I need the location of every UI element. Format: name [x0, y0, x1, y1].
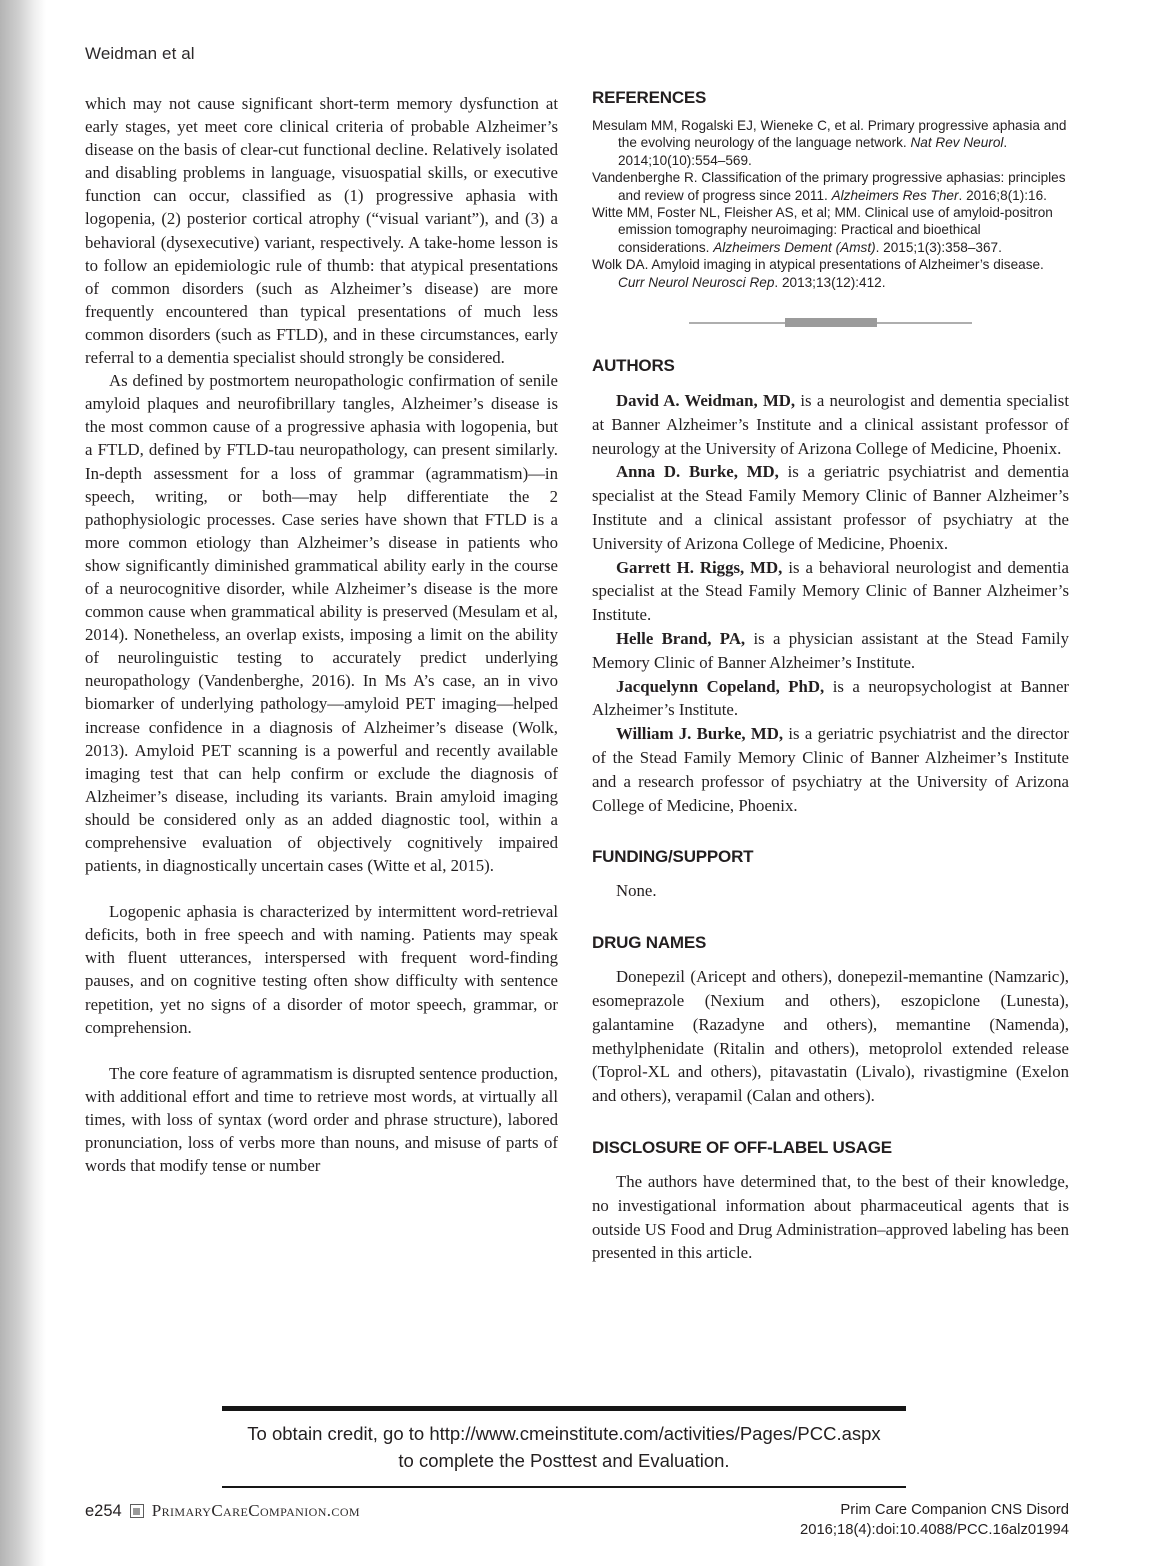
reference-item: Wolk DA. Amyloid imaging in atypical presentations of Alzheimer’s disease. Curr Neurol Neurosci Rep. 2013;13(12):412. — [592, 257, 1044, 290]
funding-heading: FUNDING/SUPPORT — [592, 847, 754, 867]
journal-citation — [800, 1501, 1069, 1540]
author-name: David A. Weidman, MD, — [616, 391, 796, 411]
disclosure-section — [592, 1138, 1069, 1265]
authors-section — [592, 356, 1069, 817]
drug-names-text: Donepezil (Aricept and others), donepezil-memantine (Namzaric), esomeprazole (Nexium and others), eszopiclone (Lunesta), galantamine (Razadyne and others), memantine (Namenda), methylphenidate (Ritalin and others), metoprolol extended release (Toprol-XL and others), pitavastatin (Livalo), rivastigmine (Exelon and others), verapamil (Calan and others). — [592, 967, 1069, 1106]
disclosure-heading: DISCLOSURE OF OFF-LABEL USAGE — [592, 1137, 892, 1157]
funding-text: None. — [616, 881, 657, 901]
reference-item: Mesulam MM, Rogalski EJ, Wieneke C, et al. Primary progressive aphasia and the evolving neurology of the language network. Nat Rev Neurol. 2014;10(10):554–569. — [592, 118, 1067, 168]
drug-names-heading: DRUG NAMES — [592, 933, 707, 953]
references-section — [592, 88, 1069, 291]
running-head: Weidman et al — [85, 44, 195, 63]
page-gutter-shadow — [0, 0, 46, 1566]
author-item — [592, 556, 1069, 627]
author-name: William J. Burke, MD, — [616, 724, 784, 744]
author-bio: is a neurologist and dementia specialist at Banner Alzheimer’s Institute and a clinical assistant professor of neurology at the University of Arizona College of Medicine, Phoenix. — [592, 391, 1069, 458]
disclosure-text: The authors have determined that, to the best of their knowledge, no investigational information about pharmaceutical agents that is outside US Food and Drug Administration–approved labeling has been presented in this article. — [592, 1171, 1069, 1263]
author-item — [592, 675, 1069, 723]
back-matter-column — [592, 88, 1069, 1265]
footer-left — [85, 1501, 360, 1521]
author-bio: is a physician assistant at the Stead Family Memory Clinic of Banner Alzheimer’s Institute. — [592, 629, 1069, 672]
author-item — [592, 389, 1069, 460]
author-name: Jacquelynn Copeland, PhD, — [616, 676, 825, 696]
funding-section — [592, 847, 1069, 903]
divider-bar — [785, 318, 877, 327]
reference-item: Witte MM, Foster NL, Fleisher AS, et al; MM. Clinical use of amyloid-positron emission tomography neuroimaging: Practical and bioethical considerations. Alzheimers Dement (Amst). 2015;1(3):358–367. — [592, 205, 1053, 255]
credit-instruction-line1: To obtain credit, go to http://www.cmeinstitute.com/activities/Pages/PCC.aspx — [247, 1423, 881, 1444]
body-paragraph: The core feature of agrammatism is disrupted sentence production, with additional effort and time to retrieve most words, at virtually all times, with loss of syntax (word order and phrase structure), labored pronunciation, loss of verbs more than nouns, and misuse of parts of words that modify tense or number — [85, 1063, 558, 1176]
author-item — [592, 460, 1069, 555]
journal-website: PrimaryCareCompanion.com — [151, 1501, 360, 1520]
body-paragraph: As defined by postmortem neuropathologic confirmation of senile amyloid plaques and neurofibrillary tangles, Alzheimer’s disease is the most common cause of a progressive aphasia with logopenia, but a FTLD, defined by FTLD-tau neuropathology, can present similarly. In-depth assessment for a loss of grammar (agrammatism)—in speech, writing, or both—may help differentiate the 2 pathophysiologic processes. Case series have shown that FTLD is a more common etiology than Alzheimer’s disease in patients who show significantly diminished grammatical ability early in the course of a neurocognitive disorder, while Alzheimer’s disease is the more common cause when grammatical ability is preserved (Mesulam et al, 2014). Nonetheless, an overlap exists, imposing a limit on the ability of neurolinguistic testing to accurately predict underlying neuropathology (Vandenberghe, 2016). In Ms A’s case, an in vivo biomarker of underlying pathology—amyloid PET imaging—helped increase confidence in a diagnosis of Alzheimer’s disease (Wolk, 2013). Amyloid PET scanning is a powerful and recently available imaging test that can help confirm or exclude the diagnosis of Alzheimer’s disease, including its variants. Brain amyloid imaging should be considered only as an added diagnostic tool, within a comprehensive evaluation of objectively cognitively impaired patients, in diagnostically uncertain cases (Witte et al, 2015). — [85, 371, 558, 876]
section-divider — [689, 318, 972, 327]
body-paragraph: which may not cause significant short-term memory dysfunction at early stages, yet meet core clinical criteria of probable Alzheimer’s disease on the basis of clear-cut functional decline. Relatively isolated and disabling problems in language, visuospatial skills, or executive function can occur, classified as (1) progressive aphasia with logopenia, (2) posterior cortical atrophy (“visual variant”), and (3) a behavioral (dysexecutive) variant, respectively. A take-home lesson is to follow an epidemiologic rule of thumb: that atypical presentations of common disorders (such as Alzheimer’s disease) are more frequently encountered than typical presentations of much less common disorders (such as FTLD), and in these circumstances, early referral to a dementia specialist should strongly be considered. — [85, 94, 558, 368]
author-bio: is a geriatric psychiatrist and the director of the Stead Family Memory Clinic of Banner Alzheimer’s Institute and a research professor of psychiatry at the University of Arizona College of Medicine, Phoenix. — [592, 724, 1070, 815]
author-item — [592, 627, 1069, 675]
drug-names-section — [592, 933, 1069, 1108]
author-bio: is a geriatric psychiatrist and dementia specialist at the Stead Family Memory Clinic of Banner Alzheimer’s Institute and a clinical assistant professor of psychiatry at the University of Arizona College of Medicine, Phoenix. — [592, 462, 1069, 553]
author-name: Anna D. Burke, MD, — [616, 462, 779, 482]
article-body-column — [85, 92, 558, 1177]
author-item — [592, 722, 1069, 817]
page-number: e254 — [85, 1501, 122, 1520]
authors-list — [592, 389, 1069, 817]
credit-instruction-line2: to complete the Posttest and Evaluation. — [398, 1450, 730, 1471]
author-name: Helle Brand, PA, — [616, 629, 746, 649]
body-paragraph: Logopenic aphasia is characterized by intermittent word-retrieval deficits, both in free speech and with naming. Patients may speak with fluent utterances, interspersed with frequent word-finding pauses, and on cognitive testing often show difficulty with sentence repetition, yet no signs of a disorder of motor speech, grammar, or comprehension. — [85, 902, 558, 1037]
citation-journal-name: Prim Care Companion CNS Disord — [840, 1502, 1069, 1518]
references-list — [592, 117, 1069, 291]
references-heading: REFERENCES — [592, 88, 707, 107]
author-bio: is a behavioral neurologist and dementia specialist at the Stead Family Memory Clinic of Banner Alzheimer’s Institute. — [592, 557, 1069, 625]
cme-credit-box — [222, 1406, 906, 1488]
citation-doi: 2016;18(4):doi:10.4088/PCC.16alz01994 — [799, 1521, 1069, 1538]
authors-heading: AUTHORS — [592, 356, 675, 376]
reference-item: Vandenberghe R. Classification of the primary progressive aphasias: principles and review of progress since 2011. Alzheimers Res Ther. 2016;8(1):16. — [592, 170, 1066, 203]
author-name: Garrett H. Riggs, MD, — [616, 557, 783, 577]
page-footer — [85, 1501, 1069, 1540]
author-bio: is a neuropsychologist at Banner Alzheimer’s Institute. — [592, 676, 1069, 720]
journal-logo-icon — [130, 1504, 144, 1518]
